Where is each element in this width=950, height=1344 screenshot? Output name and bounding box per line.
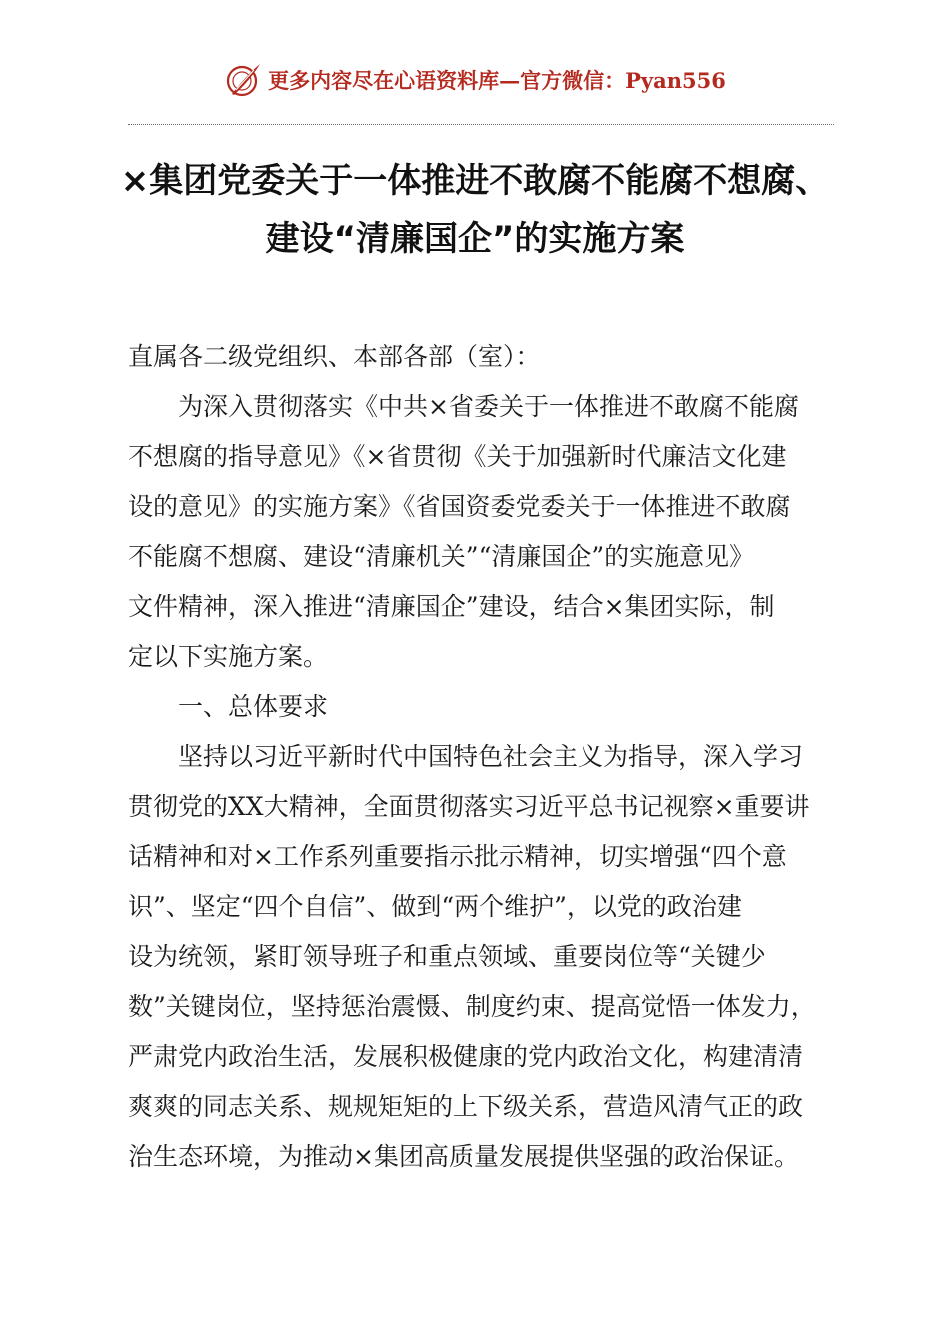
paragraph-line: 不想腐的指导意见》《×省贯彻《关于加强新时代廉洁文化建 xyxy=(128,442,787,471)
paragraph-line: 为深入贯彻落实《中共×省委关于一体推进不敢腐不能腐 xyxy=(178,392,799,421)
paragraph-line: 设为统领，紧盯领导班子和重点领域、重要岗位等“关键少 xyxy=(128,942,766,971)
salutation: 直属各二级党组织、本部各部（室）： xyxy=(128,342,541,371)
paragraph-line: 数”关键岗位，坚持惩治震慑、制度约束、提高觉悟一体发力， xyxy=(128,992,816,1021)
site-name: 更多内容尽在心语资料库 xyxy=(268,68,500,93)
section-heading: 一、总体要求 xyxy=(178,692,329,721)
paragraph-line: 贯彻党的XX大精神，全面贯彻落实习近平总书记视察×重要讲 xyxy=(128,792,810,821)
quill-pen-logo-icon xyxy=(224,60,264,100)
paragraph-line: 设的意见》的实施方案》《省国资委党委关于一体推进不敢腐 xyxy=(128,492,791,521)
paragraph-line: 爽爽的同志关系、规规矩矩的上下级关系，营造风清气正的政 xyxy=(128,1092,804,1121)
header-divider xyxy=(128,124,834,125)
paragraph-line: 严肃党内政治生活，发展积极健康的党内政治文化，构建清清 xyxy=(128,1042,804,1071)
paragraph-line: 识”、坚定“四个自信”、做到“两个维护”，以党的政治建 xyxy=(128,892,742,921)
header-dash: — xyxy=(499,68,521,93)
document-title xyxy=(60,152,890,268)
title-line-2: 建设“清廉国企”的实施方案 xyxy=(265,219,685,259)
page-header xyxy=(0,58,950,102)
document-body xyxy=(128,332,834,1182)
wechat-contact: 官方微信：Pyan556 xyxy=(520,68,726,93)
paragraph-line: 治生态环境，为推动×集团高质量发展提供坚强的政治保证。 xyxy=(128,1142,799,1171)
paragraph-line: 文件精神，深入推进“清廉国企”建设，结合×集团实际，制 xyxy=(128,592,775,621)
title-line-1: ×集团党委关于一体推进不敢腐不能腐不想腐、 xyxy=(120,161,830,201)
paragraph-line: 不能腐不想腐、建设“清廉机关”“清廉国企”的实施意见》 xyxy=(128,542,755,571)
paragraph-line: 话精神和对×工作系列重要指示批示精神，切实增强“四个意 xyxy=(128,842,787,871)
paragraph-line: 定以下实施方案。 xyxy=(128,642,329,671)
paragraph-line: 坚持以习近平新时代中国特色社会主义为指导，深入学习 xyxy=(178,742,804,771)
header-banner-text xyxy=(268,65,726,95)
